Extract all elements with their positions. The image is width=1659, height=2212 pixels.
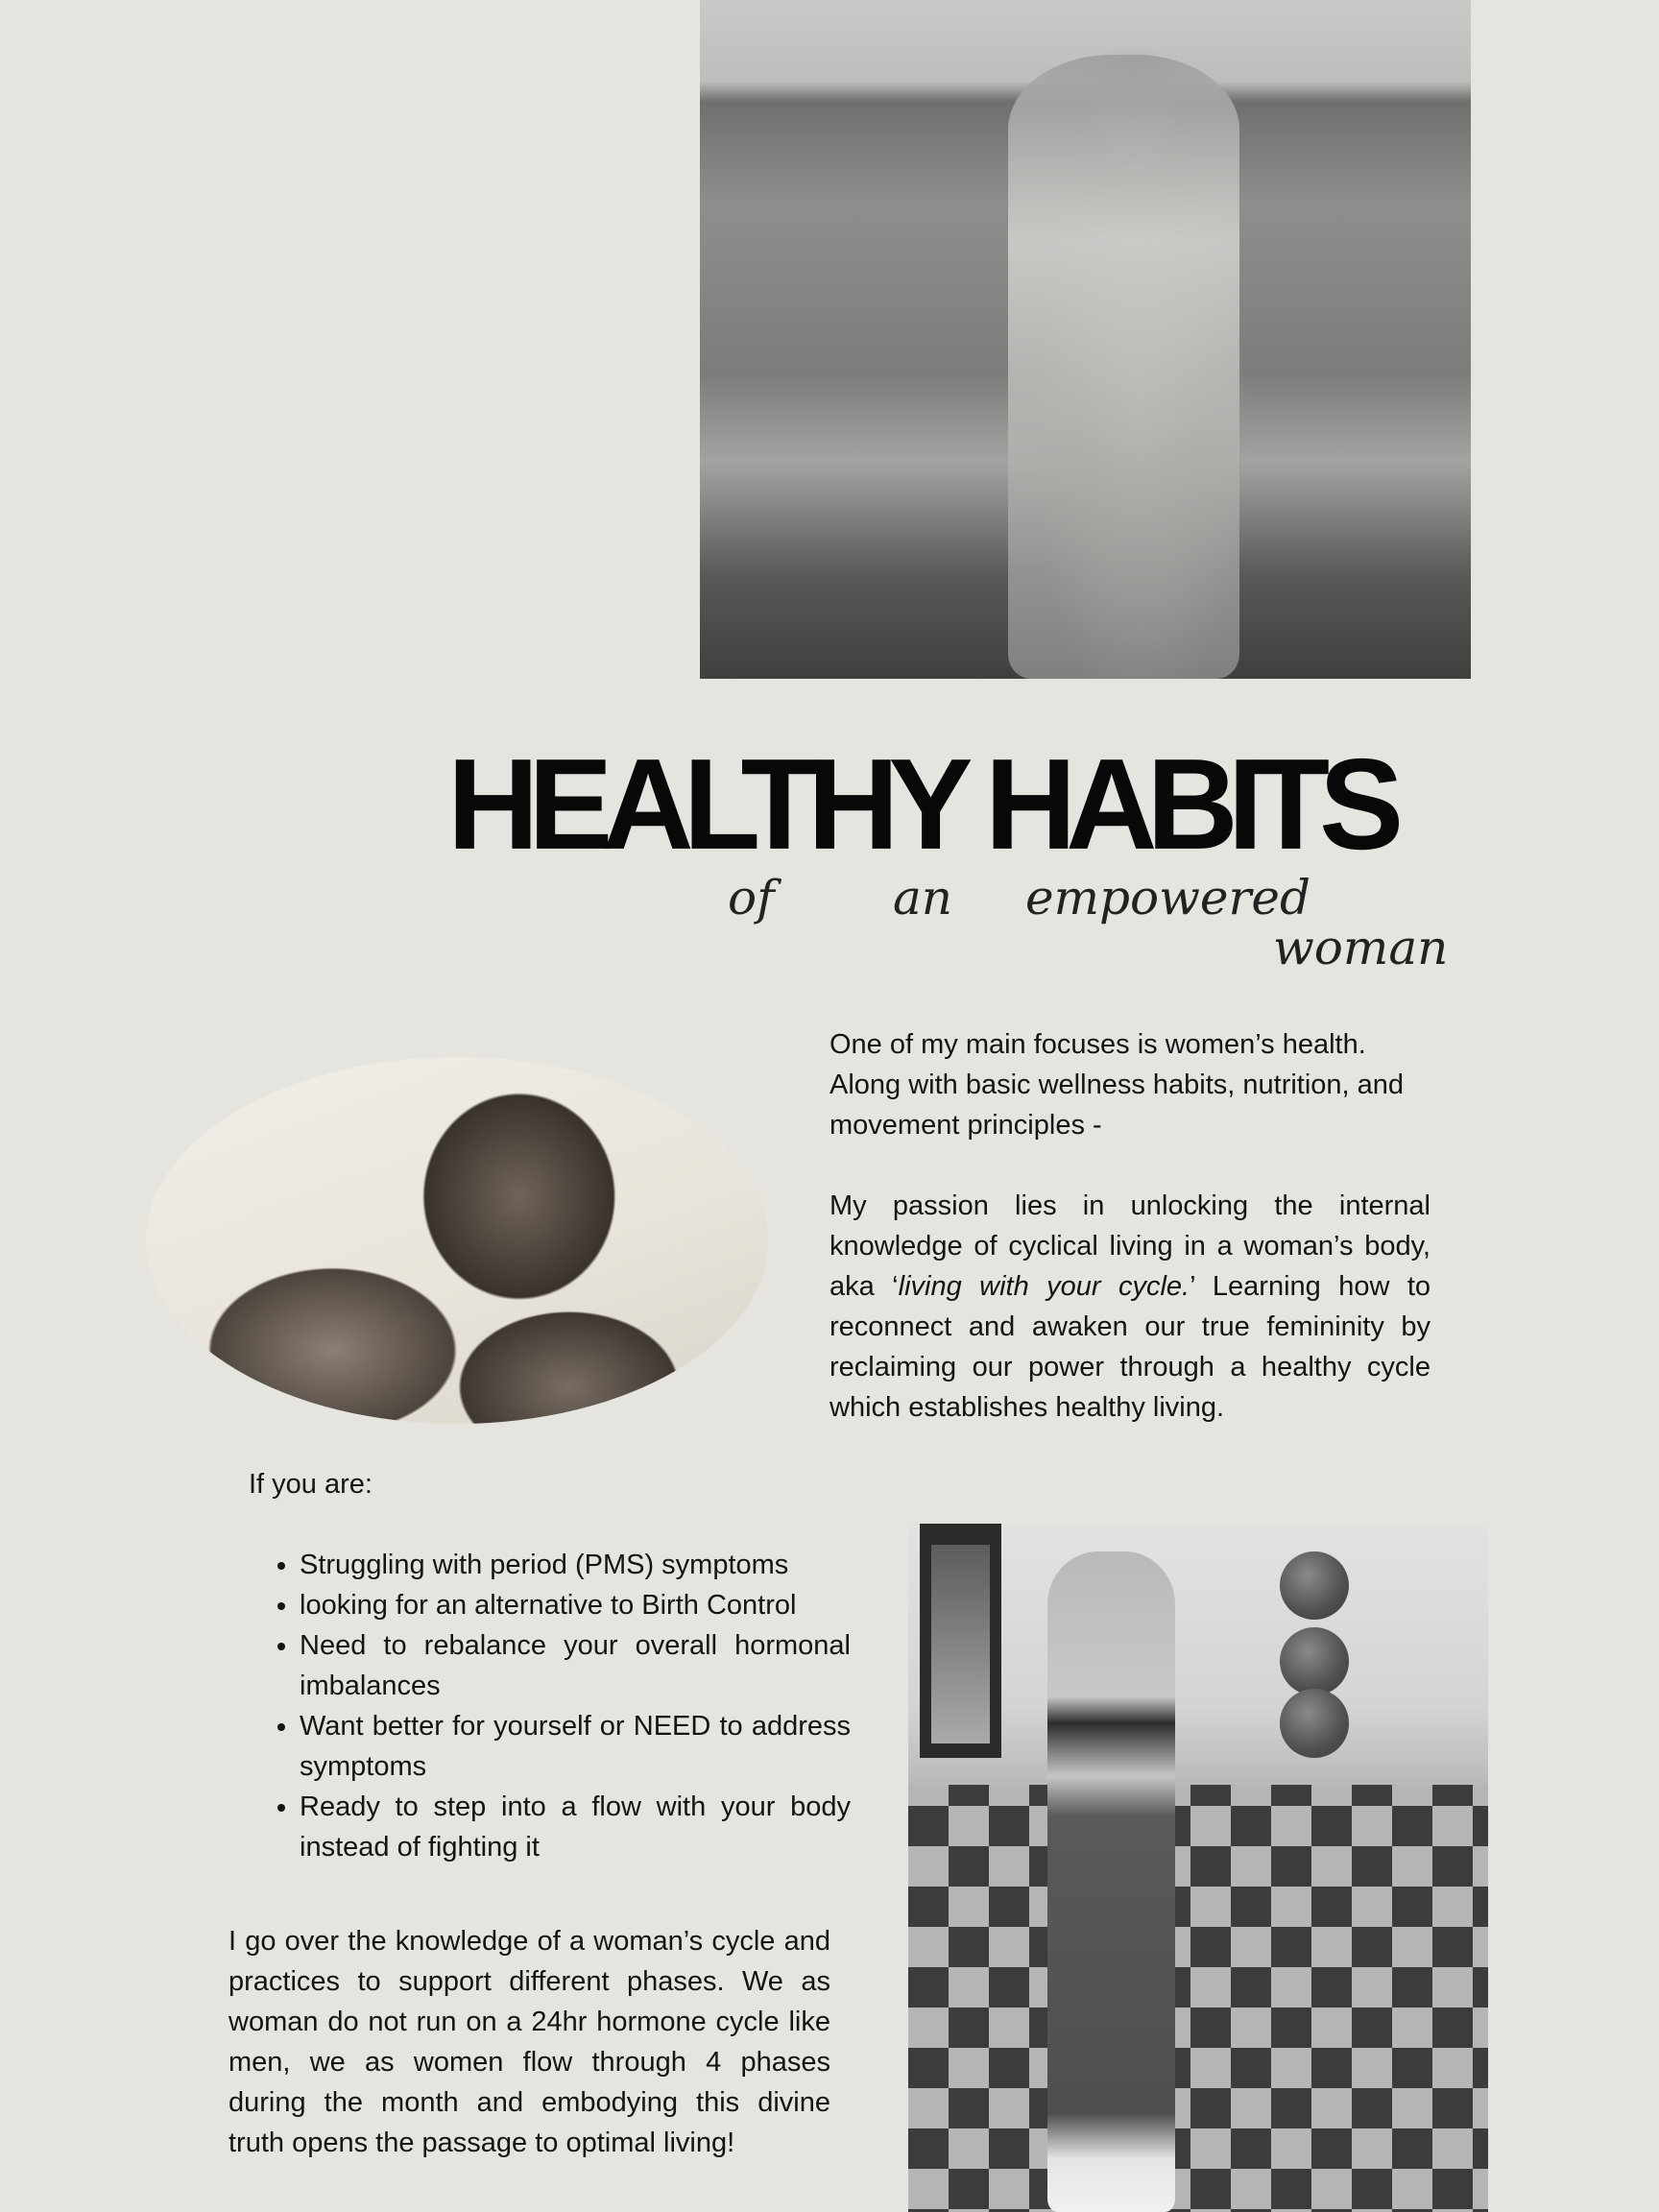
closing-paragraph: I go over the knowledge of a woman’s cycle and practices to support different phases. We as woman do not run on a 24hr hormone cycle like men, we as women flow through 4 phases during the month and embodying this divine truth opens the passage to optimal living! [228,1926,830,2158]
gym-photo-ball [1280,1689,1349,1758]
subtitle-word-an: an [893,870,953,926]
intro-paragraph-1: One of my main focuses is women’s health. Along with basic wellness habits, nutrition, and movement principles - [830,1029,1405,1141]
list-item: • Struggling with period (PMS) symptoms [300,1545,851,1585]
gym-mirror-selfie-photo [908,1524,1488,2212]
subtitle-word-of: of [728,870,775,926]
symptom-list-container [250,1545,851,1867]
hero-photo-woman-beach [700,0,1471,679]
page-title: HEALTHY HABITS [447,732,1394,877]
list-item: • looking for an alternative to Birth Control [300,1585,851,1625]
list-item: • Need to rebalance your overall hormonal imbalances [300,1625,851,1706]
gym-photo-door-glass [931,1545,989,1744]
subtitle-word-woman: woman [1273,920,1449,975]
oval-photo-body [146,1057,768,1424]
intro-paragraph-2-start: My passion lies in unlocking the internal knowledge of cyclical living in a woman’s body, aka ‘ [830,1190,1431,1302]
if-you-are-label: If you are: [249,1469,373,1500]
hero-photo-figure [1008,55,1239,679]
intro-section [830,1024,1431,1428]
gym-photo-ball [1280,1551,1349,1621]
intro-paragraph-2-end: ’ Learning how to reconnect and awaken our true femininity by reclaiming our power through a healthy cycle which establishes healthy living. [830,1271,1431,1423]
list-item: • Ready to step into a flow with your body instead of fighting it [300,1787,851,1867]
intro-paragraph-2 [830,1186,1431,1428]
list-item: • Want better for yourself or NEED to address symptoms [300,1706,851,1787]
gym-photo-person [1047,1551,1175,2212]
intro-paragraph-2-emphasis: living with your cycle. [898,1271,1190,1302]
symptom-list [250,1545,851,1867]
gym-photo-ball [1280,1627,1349,1696]
subtitle-word-empowered: empowered [1025,870,1310,926]
